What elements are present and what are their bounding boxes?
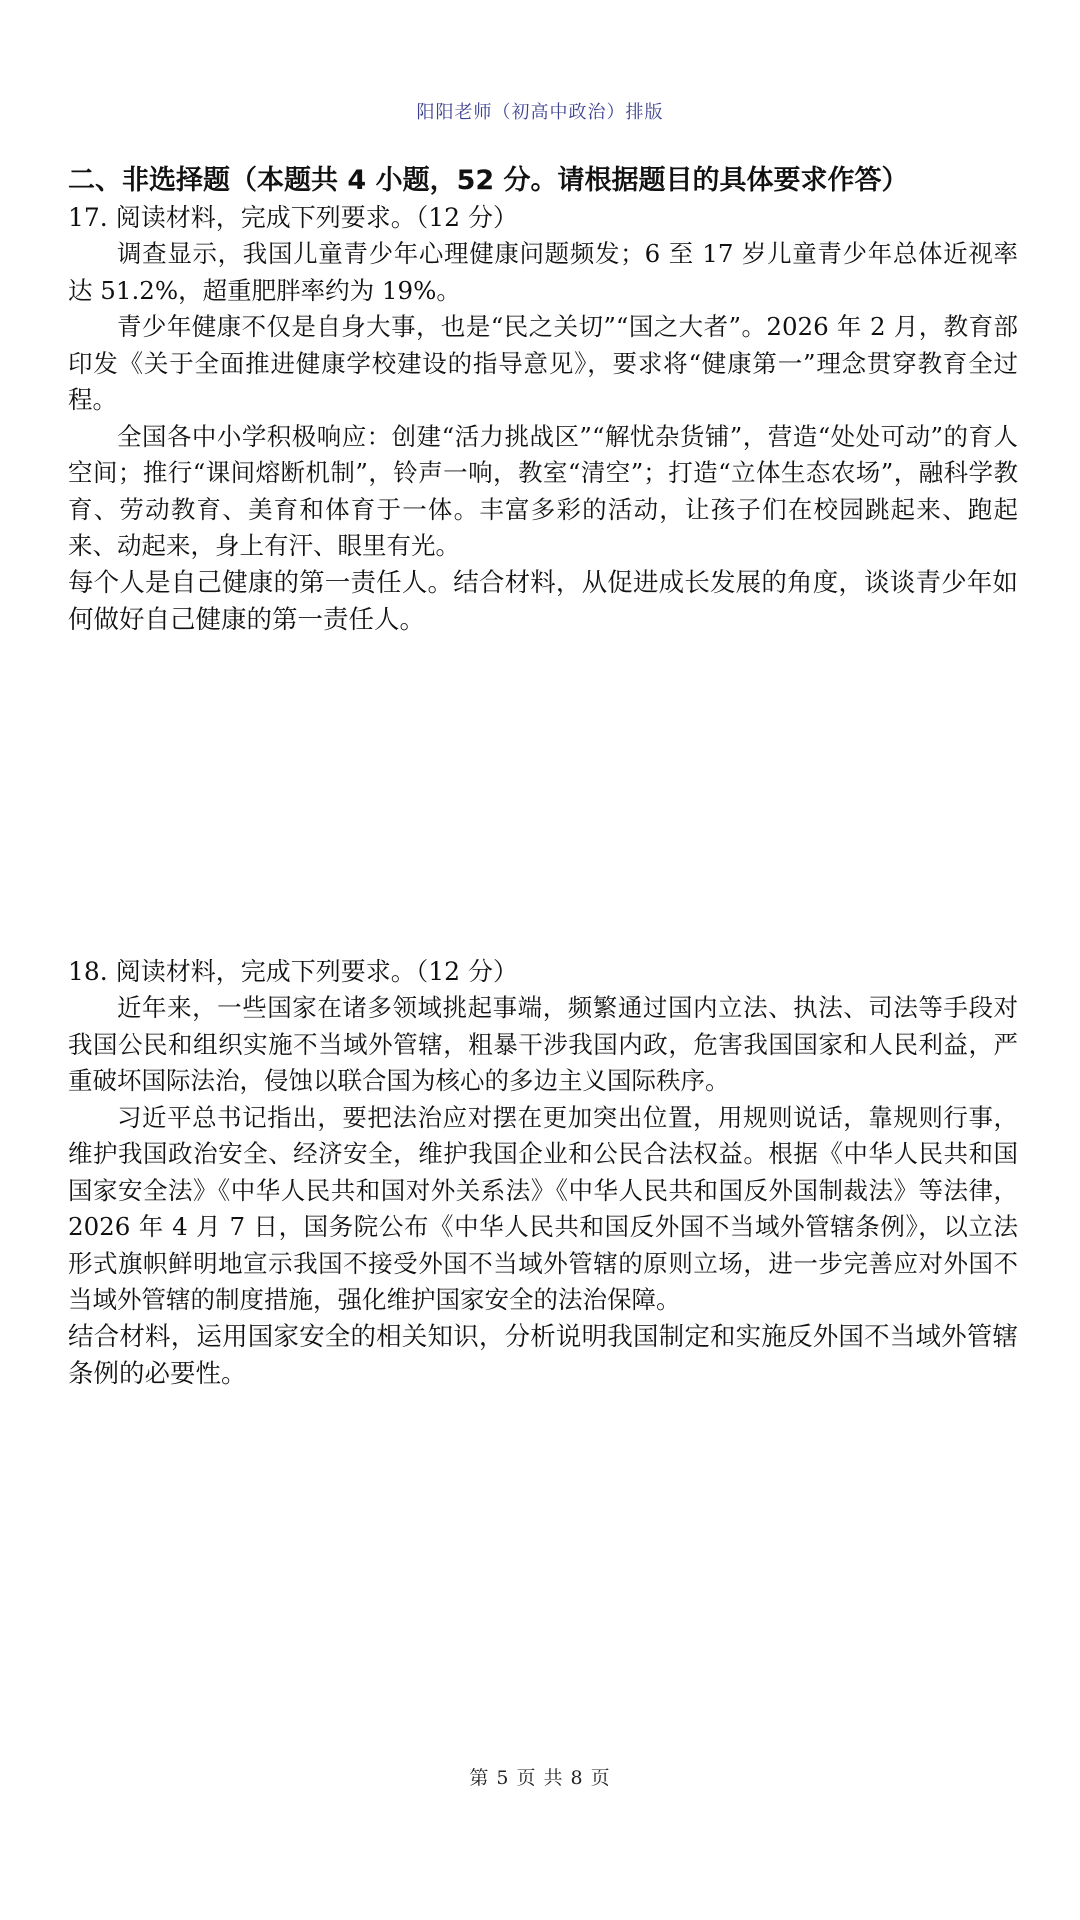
material-paragraph: 青少年健康不仅是自身大事，也是“民之关切”“国之大者”。2026 年 2 月，教育部印发《关于全面推进健康学校建设的指导意见》，要求将“健康第一”理念贯穿教育全过程。 [68, 312, 1018, 414]
material-paragraph: 全国各中小学积极响应：创建“活力挑战区”“解忧杂货铺”，营造“处处可动”的育人空间；推行“课间熔断机制”，铃声一响，教室“清空”；打造“立体生态农场”，融科学教育、劳动教育、美育和体育于一体。丰富多彩的活动，让孩子们在校园跳起来、跑起来、动起来，身上有汗、眼里有光。 [68, 421, 1018, 560]
section-heading: 二、非选择题（本题共 4 小题，52 分。请根据题目的具体要求作答） [68, 165, 909, 196]
material-paragraph: 近年来，一些国家在诸多领域挑起事端，频繁通过国内立法、执法、司法等手段对我国公民和组织实施不当域外管辖，粗暴干涉我国内政，危害我国国家和人民利益，严重破坏国际法治，侵蚀以联合国为核心的多边主义国际秩序。 [68, 993, 1018, 1095]
material-paragraph: 习近平总书记指出，要把法治应对摆在更加突出位置，用规则说话，靠规则行事，维护我国政治安全、经济安全，维护我国企业和公民合法权益。根据《中华人民共和国国家安全法》《中华人民共和国对外关系法》《中华人民共和国反外国制裁法》等法律，2026 年 4 月 7 日，国务院公布《中华人民共和国反外国不当域外管辖条例》，以立法形式旗帜鲜明地宣示我国不接受外国不当域外管辖的原则立场，进一步完善应对外国不当域外管辖的制度措施，强化维护国家安全的法治保障。 [68, 1102, 1018, 1314]
page-header: 阳阳老师（初高中政治）排版 [416, 102, 664, 123]
page-number: 第 5 页 共 8 页 [469, 1767, 611, 1789]
question-title: 17. 阅读材料，完成下列要求。（12 分） [68, 203, 518, 232]
material-paragraph: 调查显示，我国儿童青少年心理健康问题频发；6 至 17 岁儿童青少年总体近视率达 51.2%，超重肥胖率约为 19%。 [68, 239, 1018, 305]
question-17 [68, 200, 1018, 639]
question-18 [68, 954, 1018, 1393]
question-prompt: 结合材料，运用国家安全的相关知识，分析说明我国制定和实施反外国不当域外管辖条例的必要性。 [68, 1321, 1018, 1389]
question-prompt: 每个人是自己健康的第一责任人。结合材料，从促进成长发展的角度，谈谈青少年如何做好自己健康的第一责任人。 [68, 567, 1018, 635]
question-title: 18. 阅读材料，完成下列要求。（12 分） [68, 957, 518, 986]
